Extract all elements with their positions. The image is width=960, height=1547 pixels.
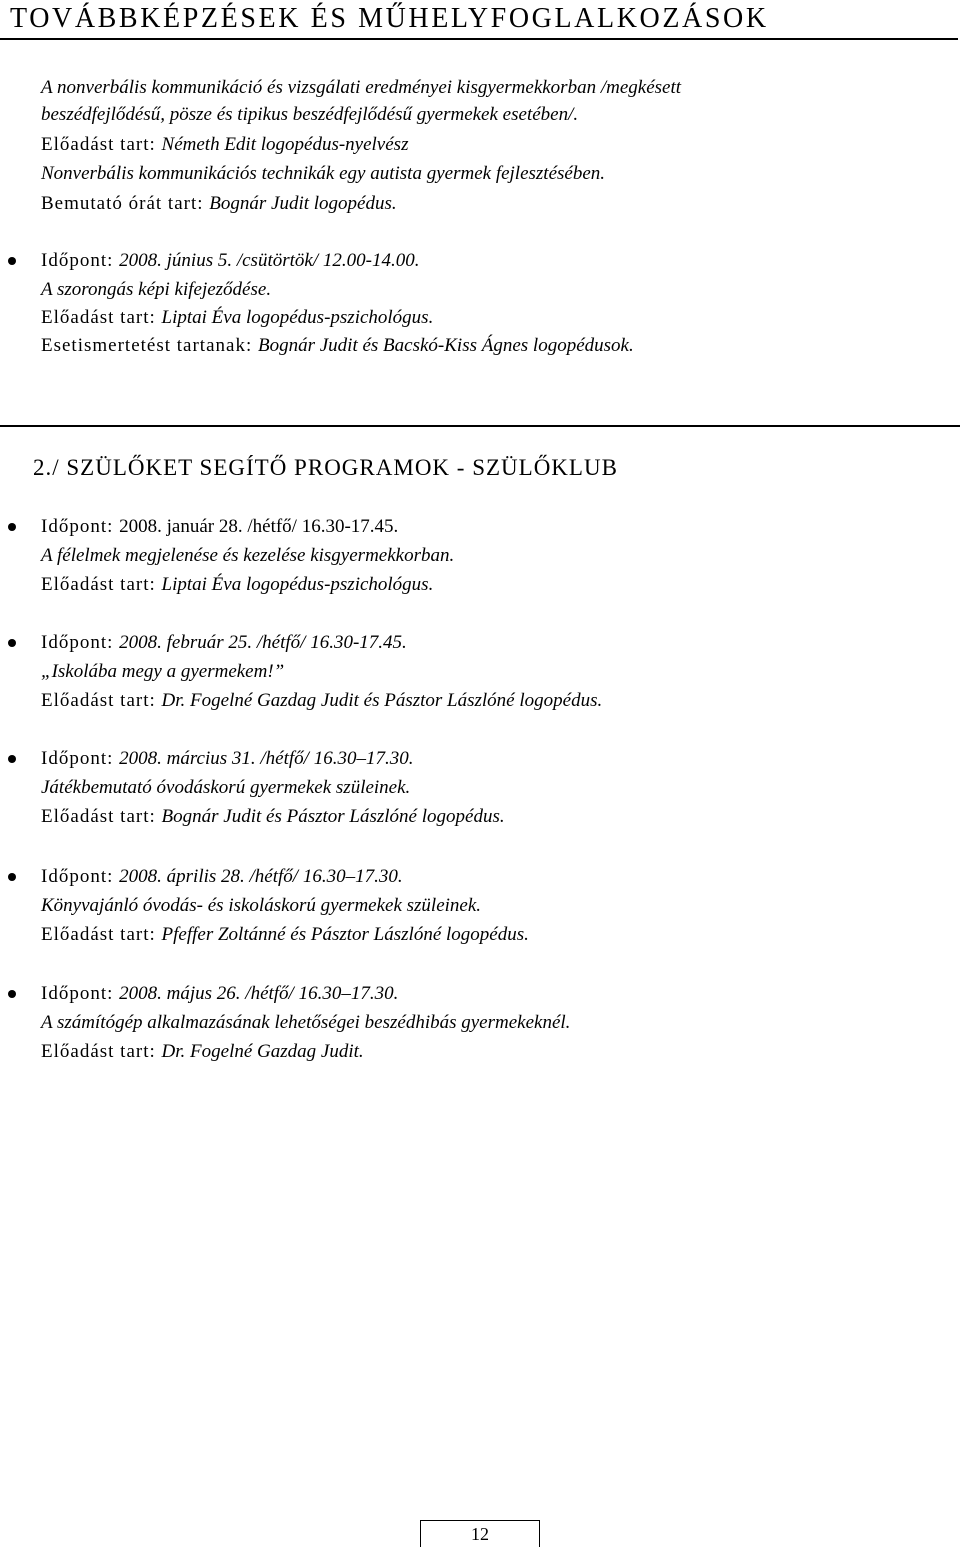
event-time-line — [41, 249, 419, 273]
presenter-value: Liptai Éva logopédus-pszichológus. — [161, 307, 434, 328]
time-value: 2008. június 5. /csütörtök/ 12.00-14.00. — [119, 250, 420, 271]
header-title: TOVÁBBKÉPZÉSEK ÉS MŰHELYFOGLALKOZÁSOK — [10, 3, 769, 34]
demo-value: Bognár Judit logopédus. — [209, 193, 397, 214]
time-value: 2008. február 25. /hétfő/ 16.30-17.45. — [119, 632, 407, 653]
bullet-icon — [8, 257, 16, 265]
presenter-value: Liptai Éva logopédus-pszichológus. — [161, 574, 434, 595]
presenter-label: Előadást tart: — [41, 924, 162, 945]
time-value: 2008. április 28. /hétfő/ 16.30–17.30. — [119, 866, 403, 887]
bullet-icon — [8, 873, 16, 881]
presenter-label: Előadást tart: — [41, 134, 162, 155]
bullet-icon — [8, 755, 16, 763]
time-label: Időpont: — [41, 632, 120, 653]
event-case-line — [41, 334, 634, 358]
demo-label: Bemutató órát tart: — [41, 193, 210, 214]
bullet-icon — [8, 639, 16, 647]
presenter-label: Előadást tart: — [41, 806, 162, 827]
event-presenter-line — [41, 573, 433, 597]
bullet-icon — [8, 523, 16, 531]
time-label: Időpont: — [41, 250, 120, 271]
page-number-box — [420, 1520, 540, 1547]
presenter-value: Németh Edit logopédus-nyelvész — [161, 134, 409, 155]
intro-presenter-line — [41, 133, 408, 157]
page-header — [0, 0, 958, 40]
section-divider — [0, 425, 960, 427]
time-label: Időpont: — [41, 983, 120, 1004]
time-label: Időpont: — [41, 516, 120, 537]
event-topic: A félelmek megjelenése és kezelése kisgyermekkorban. — [41, 545, 455, 566]
time-label: Időpont: — [41, 748, 120, 769]
time-value: 2008. május 26. /hétfő/ 16.30–17.30. — [119, 983, 399, 1004]
time-value: 2008. január 28. /hétfő/ 16.30-17.45. — [119, 516, 399, 537]
event-time-line — [41, 982, 398, 1006]
presenter-value: Bognár Judit és Pásztor Lászlóné logopédus. — [161, 806, 505, 827]
event-presenter-line — [41, 1040, 364, 1064]
intro-topic-2: Nonverbális kommunikációs technikák egy autista gyermek fejlesztésében. — [41, 163, 606, 184]
event-topic: „Iskolába megy a gyermekem!” — [41, 661, 285, 682]
presenter-value: Dr. Fogelné Gazdag Judit. — [161, 1041, 364, 1062]
event-presenter-line — [41, 306, 433, 330]
event-time-line — [41, 747, 413, 771]
event-time-line — [41, 865, 403, 889]
section-title: 2./ SZÜLŐKET SEGÍTŐ PROGRAMOK - SZÜLŐKLUB — [33, 455, 618, 480]
event-time-line — [41, 515, 398, 539]
presenter-label: Előadást tart: — [41, 574, 162, 595]
event-time-line — [41, 631, 407, 655]
intro-demo-line — [41, 192, 397, 216]
intro-line-1: A nonverbális kommunikáció és vizsgálati eredményei kisgyermekkorban /megkésett — [41, 77, 682, 98]
presenter-value: Dr. Fogelné Gazdag Judit és Pásztor Lászlóné logopédus. — [161, 690, 603, 711]
event-topic: Könyvajánló óvodás- és iskoláskorú gyermekek szüleinek. — [41, 895, 482, 916]
presenter-label: Előadást tart: — [41, 307, 162, 328]
case-value: Bognár Judit és Bacskó-Kiss Ágnes logopédusok. — [257, 335, 634, 356]
event-topic: A számítógép alkalmazásának lehetőségei beszédhibás gyermekeknél. — [41, 1012, 571, 1033]
bullet-icon — [8, 990, 16, 998]
page-number: 12 — [471, 1524, 489, 1544]
case-label: Esetismertetést tartanak: — [41, 335, 258, 356]
event-topic: Játékbemutató óvodáskorú gyermekek szüleinek. — [41, 777, 411, 798]
intro-line-2: beszédfejlődésű, pösze és tipikus beszédfejlődésű gyermekek esetében/. — [41, 104, 579, 125]
presenter-label: Előadást tart: — [41, 1041, 162, 1062]
presenter-value: Pfeffer Zoltánné és Pásztor Lászlóné logopédus. — [161, 924, 529, 945]
event-presenter-line — [41, 805, 505, 829]
time-value: 2008. március 31. /hétfő/ 16.30–17.30. — [119, 748, 414, 769]
time-label: Időpont: — [41, 866, 120, 887]
event-presenter-line — [41, 689, 602, 713]
event-presenter-line — [41, 923, 529, 947]
presenter-label: Előadást tart: — [41, 690, 162, 711]
event-topic: A szorongás képi kifejeződése. — [41, 279, 272, 300]
